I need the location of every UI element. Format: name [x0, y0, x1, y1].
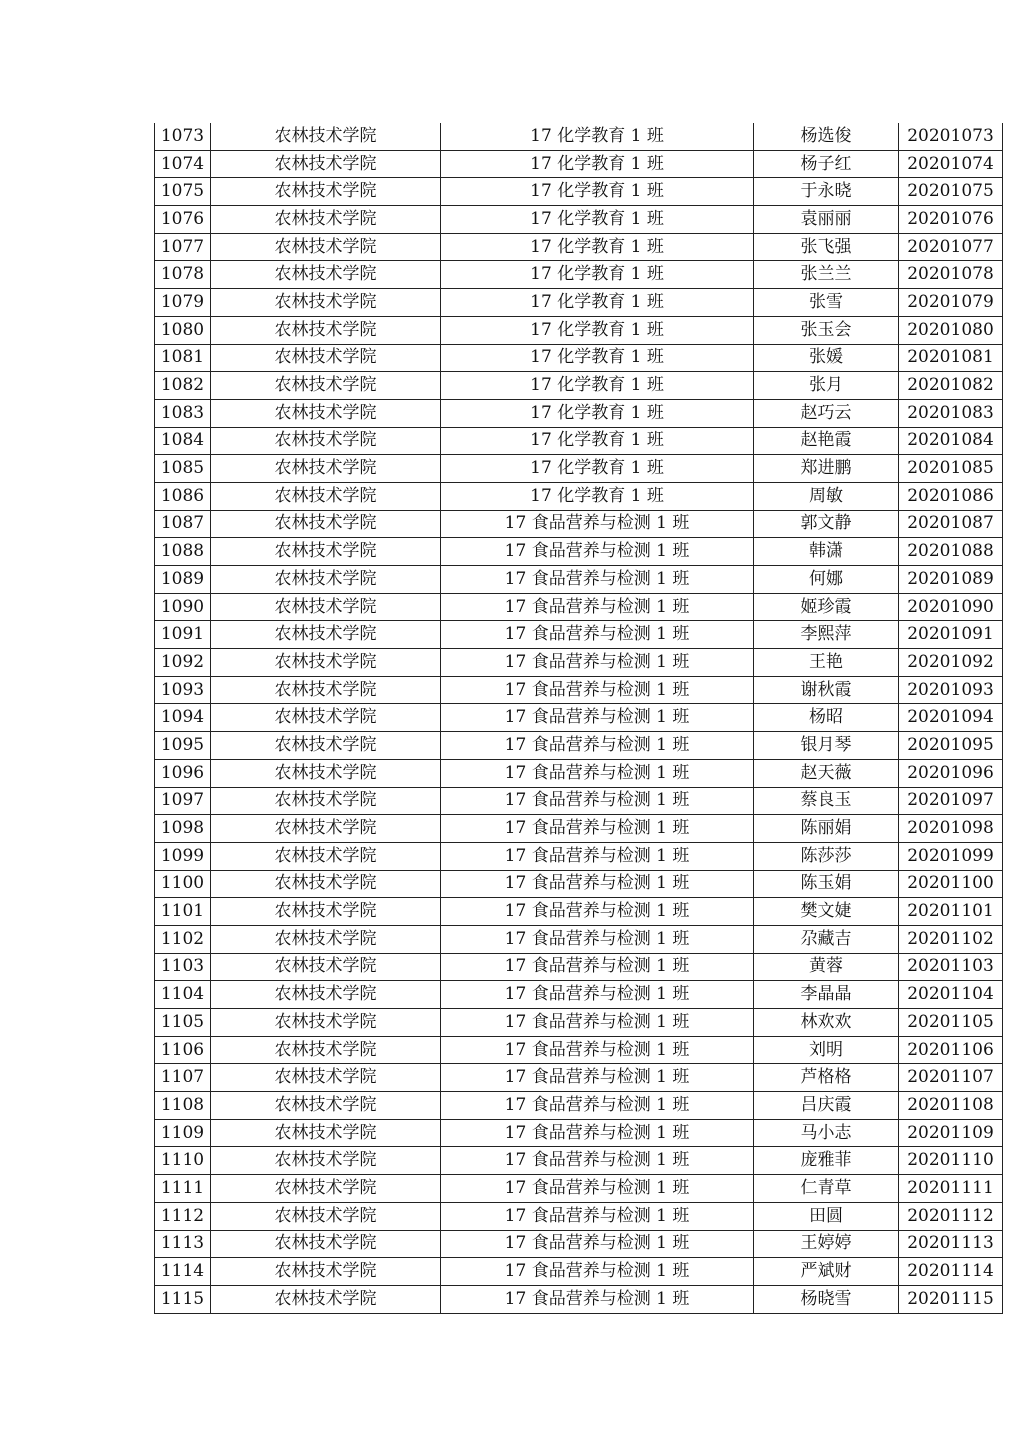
table-row: [155, 123, 1003, 150]
college-cell: 农林技术学院: [211, 123, 441, 150]
class-cell: 17 化学教育 1 班: [441, 482, 754, 510]
student-id-cell: 20201077: [899, 233, 1003, 261]
college-cell: 农林技术学院: [211, 538, 441, 566]
college-cell: 农林技术学院: [211, 316, 441, 344]
table-row: [155, 870, 1003, 898]
college-cell: 农林技术学院: [211, 870, 441, 898]
name-cell: 樊文婕: [754, 898, 899, 926]
name-cell: 杨选俊: [754, 123, 899, 150]
class-cell: 17 化学教育 1 班: [441, 427, 754, 455]
name-cell: 陈玉娟: [754, 870, 899, 898]
student-id-cell: 20201083: [899, 399, 1003, 427]
table-row: [155, 676, 1003, 704]
seq-cell: 1083: [155, 399, 211, 427]
class-cell: 17 食品营养与检测 1 班: [441, 1202, 754, 1230]
seq-cell: 1101: [155, 898, 211, 926]
class-cell: 17 食品营养与检测 1 班: [441, 1147, 754, 1175]
student-id-cell: 20201075: [899, 178, 1003, 206]
college-cell: 农林技术学院: [211, 510, 441, 538]
table-row: [155, 925, 1003, 953]
seq-cell: 1106: [155, 1036, 211, 1064]
seq-cell: 1076: [155, 206, 211, 234]
seq-cell: 1073: [155, 123, 211, 150]
name-cell: 李熙萍: [754, 621, 899, 649]
seq-cell: 1090: [155, 593, 211, 621]
college-cell: 农林技术学院: [211, 898, 441, 926]
name-cell: 严斌财: [754, 1258, 899, 1286]
college-cell: 农林技术学院: [211, 566, 441, 594]
name-cell: 李晶晶: [754, 981, 899, 1009]
class-cell: 17 化学教育 1 班: [441, 233, 754, 261]
class-cell: 17 化学教育 1 班: [441, 455, 754, 483]
seq-cell: 1103: [155, 953, 211, 981]
seq-cell: 1085: [155, 455, 211, 483]
college-cell: 农林技术学院: [211, 621, 441, 649]
class-cell: 17 化学教育 1 班: [441, 289, 754, 317]
student-id-cell: 20201093: [899, 676, 1003, 704]
name-cell: 赵艳霞: [754, 427, 899, 455]
college-cell: 农林技术学院: [211, 1175, 441, 1203]
student-id-cell: 20201084: [899, 427, 1003, 455]
table-row: [155, 898, 1003, 926]
class-cell: 17 化学教育 1 班: [441, 399, 754, 427]
seq-cell: 1087: [155, 510, 211, 538]
table-row: [155, 1092, 1003, 1120]
seq-cell: 1093: [155, 676, 211, 704]
college-cell: 农林技术学院: [211, 1119, 441, 1147]
table-row: [155, 1202, 1003, 1230]
class-cell: 17 食品营养与检测 1 班: [441, 1119, 754, 1147]
name-cell: 郭文静: [754, 510, 899, 538]
name-cell: 杨晓雪: [754, 1285, 899, 1313]
seq-cell: 1094: [155, 704, 211, 732]
seq-cell: 1112: [155, 1202, 211, 1230]
college-cell: 农林技术学院: [211, 1092, 441, 1120]
table-row: [155, 787, 1003, 815]
student-id-cell: 20201088: [899, 538, 1003, 566]
name-cell: 王艳: [754, 649, 899, 677]
seq-cell: 1108: [155, 1092, 211, 1120]
student-id-cell: 20201089: [899, 566, 1003, 594]
name-cell: 庞雅菲: [754, 1147, 899, 1175]
class-cell: 17 食品营养与检测 1 班: [441, 953, 754, 981]
college-cell: 农林技术学院: [211, 455, 441, 483]
college-cell: 农林技术学院: [211, 1064, 441, 1092]
table-row: [155, 1285, 1003, 1313]
name-cell: 张雪: [754, 289, 899, 317]
table-row: [155, 1175, 1003, 1203]
college-cell: 农林技术学院: [211, 1230, 441, 1258]
class-cell: 17 食品营养与检测 1 班: [441, 870, 754, 898]
class-cell: 17 化学教育 1 班: [441, 344, 754, 372]
student-id-cell: 20201074: [899, 150, 1003, 178]
student-id-cell: 20201108: [899, 1092, 1003, 1120]
name-cell: 于永晓: [754, 178, 899, 206]
table-row: [155, 316, 1003, 344]
seq-cell: 1096: [155, 759, 211, 787]
college-cell: 农林技术学院: [211, 1285, 441, 1313]
table-row: [155, 704, 1003, 732]
seq-cell: 1111: [155, 1175, 211, 1203]
name-cell: 赵天薇: [754, 759, 899, 787]
student-id-cell: 20201103: [899, 953, 1003, 981]
class-cell: 17 食品营养与检测 1 班: [441, 704, 754, 732]
class-cell: 17 食品营养与检测 1 班: [441, 1092, 754, 1120]
roster-body: [155, 123, 1003, 1313]
name-cell: 周敏: [754, 482, 899, 510]
name-cell: 张玉会: [754, 316, 899, 344]
name-cell: 蔡良玉: [754, 787, 899, 815]
class-cell: 17 食品营养与检测 1 班: [441, 898, 754, 926]
seq-cell: 1084: [155, 427, 211, 455]
table-row: [155, 1036, 1003, 1064]
student-id-cell: 20201094: [899, 704, 1003, 732]
seq-cell: 1110: [155, 1147, 211, 1175]
class-cell: 17 食品营养与检测 1 班: [441, 815, 754, 843]
college-cell: 农林技术学院: [211, 593, 441, 621]
seq-cell: 1109: [155, 1119, 211, 1147]
class-cell: 17 食品营养与检测 1 班: [441, 593, 754, 621]
class-cell: 17 化学教育 1 班: [441, 316, 754, 344]
class-cell: 17 食品营养与检测 1 班: [441, 1285, 754, 1313]
college-cell: 农林技术学院: [211, 787, 441, 815]
seq-cell: 1099: [155, 842, 211, 870]
class-cell: 17 食品营养与检测 1 班: [441, 566, 754, 594]
name-cell: 张兰兰: [754, 261, 899, 289]
name-cell: 吕庆霞: [754, 1092, 899, 1120]
college-cell: 农林技术学院: [211, 1258, 441, 1286]
name-cell: 郑进鹏: [754, 455, 899, 483]
student-roster-table: [154, 123, 1003, 1314]
college-cell: 农林技术学院: [211, 842, 441, 870]
name-cell: 姬珍霞: [754, 593, 899, 621]
seq-cell: 1095: [155, 732, 211, 760]
college-cell: 农林技术学院: [211, 482, 441, 510]
table-row: [155, 1064, 1003, 1092]
seq-cell: 1113: [155, 1230, 211, 1258]
class-cell: 17 食品营养与检测 1 班: [441, 621, 754, 649]
table-row: [155, 538, 1003, 566]
student-id-cell: 20201097: [899, 787, 1003, 815]
table-row: [155, 482, 1003, 510]
table-row: [155, 206, 1003, 234]
table-row: [155, 732, 1003, 760]
table-row: [155, 261, 1003, 289]
student-id-cell: 20201113: [899, 1230, 1003, 1258]
table-row: [155, 815, 1003, 843]
table-row: [155, 427, 1003, 455]
name-cell: 马小志: [754, 1119, 899, 1147]
student-id-cell: 20201104: [899, 981, 1003, 1009]
seq-cell: 1088: [155, 538, 211, 566]
college-cell: 农林技术学院: [211, 1009, 441, 1037]
class-cell: 17 化学教育 1 班: [441, 123, 754, 150]
name-cell: 张月: [754, 372, 899, 400]
college-cell: 农林技术学院: [211, 815, 441, 843]
table-row: [155, 1009, 1003, 1037]
seq-cell: 1082: [155, 372, 211, 400]
student-id-cell: 20201107: [899, 1064, 1003, 1092]
class-cell: 17 化学教育 1 班: [441, 150, 754, 178]
college-cell: 农林技术学院: [211, 206, 441, 234]
student-id-cell: 20201115: [899, 1285, 1003, 1313]
student-id-cell: 20201114: [899, 1258, 1003, 1286]
college-cell: 农林技术学院: [211, 399, 441, 427]
class-cell: 17 食品营养与检测 1 班: [441, 1258, 754, 1286]
seq-cell: 1102: [155, 925, 211, 953]
name-cell: 袁丽丽: [754, 206, 899, 234]
class-cell: 17 食品营养与检测 1 班: [441, 1009, 754, 1037]
class-cell: 17 食品营养与检测 1 班: [441, 1064, 754, 1092]
table-row: [155, 150, 1003, 178]
seq-cell: 1074: [155, 150, 211, 178]
college-cell: 农林技术学院: [211, 150, 441, 178]
college-cell: 农林技术学院: [211, 1147, 441, 1175]
college-cell: 农林技术学院: [211, 233, 441, 261]
seq-cell: 1079: [155, 289, 211, 317]
seq-cell: 1091: [155, 621, 211, 649]
seq-cell: 1097: [155, 787, 211, 815]
seq-cell: 1114: [155, 1258, 211, 1286]
student-id-cell: 20201082: [899, 372, 1003, 400]
name-cell: 仁青草: [754, 1175, 899, 1203]
table-row: [155, 566, 1003, 594]
class-cell: 17 食品营养与检测 1 班: [441, 1175, 754, 1203]
class-cell: 17 化学教育 1 班: [441, 261, 754, 289]
class-cell: 17 食品营养与检测 1 班: [441, 925, 754, 953]
student-id-cell: 20201087: [899, 510, 1003, 538]
student-id-cell: 20201081: [899, 344, 1003, 372]
student-id-cell: 20201086: [899, 482, 1003, 510]
student-id-cell: 20201111: [899, 1175, 1003, 1203]
name-cell: 芦格格: [754, 1064, 899, 1092]
table-row: [155, 953, 1003, 981]
student-id-cell: 20201110: [899, 1147, 1003, 1175]
class-cell: 17 食品营养与检测 1 班: [441, 1230, 754, 1258]
student-id-cell: 20201078: [899, 261, 1003, 289]
college-cell: 农林技术学院: [211, 981, 441, 1009]
name-cell: 赵巧云: [754, 399, 899, 427]
class-cell: 17 食品营养与检测 1 班: [441, 759, 754, 787]
student-id-cell: 20201112: [899, 1202, 1003, 1230]
student-id-cell: 20201100: [899, 870, 1003, 898]
name-cell: 银月琴: [754, 732, 899, 760]
college-cell: 农林技术学院: [211, 1202, 441, 1230]
seq-cell: 1078: [155, 261, 211, 289]
table-row: [155, 399, 1003, 427]
student-id-cell: 20201099: [899, 842, 1003, 870]
table-row: [155, 842, 1003, 870]
table-row: [155, 233, 1003, 261]
table-row: [155, 649, 1003, 677]
college-cell: 农林技术学院: [211, 261, 441, 289]
name-cell: 尕藏吉: [754, 925, 899, 953]
table-row: [155, 593, 1003, 621]
name-cell: 何娜: [754, 566, 899, 594]
name-cell: 张飞强: [754, 233, 899, 261]
seq-cell: 1115: [155, 1285, 211, 1313]
college-cell: 农林技术学院: [211, 732, 441, 760]
student-id-cell: 20201106: [899, 1036, 1003, 1064]
seq-cell: 1089: [155, 566, 211, 594]
table-row: [155, 981, 1003, 1009]
student-id-cell: 20201085: [899, 455, 1003, 483]
name-cell: 陈丽娟: [754, 815, 899, 843]
seq-cell: 1086: [155, 482, 211, 510]
class-cell: 17 化学教育 1 班: [441, 372, 754, 400]
college-cell: 农林技术学院: [211, 289, 441, 317]
table-row: [155, 1147, 1003, 1175]
seq-cell: 1075: [155, 178, 211, 206]
student-id-cell: 20201102: [899, 925, 1003, 953]
name-cell: 刘明: [754, 1036, 899, 1064]
college-cell: 农林技术学院: [211, 704, 441, 732]
class-cell: 17 食品营养与检测 1 班: [441, 787, 754, 815]
college-cell: 农林技术学院: [211, 344, 441, 372]
name-cell: 张媛: [754, 344, 899, 372]
name-cell: 韩潇: [754, 538, 899, 566]
student-id-cell: 20201096: [899, 759, 1003, 787]
seq-cell: 1105: [155, 1009, 211, 1037]
table-row: [155, 344, 1003, 372]
college-cell: 农林技术学院: [211, 1036, 441, 1064]
class-cell: 17 食品营养与检测 1 班: [441, 510, 754, 538]
student-id-cell: 20201095: [899, 732, 1003, 760]
student-id-cell: 20201073: [899, 123, 1003, 150]
table-row: [155, 372, 1003, 400]
college-cell: 农林技术学院: [211, 953, 441, 981]
student-id-cell: 20201098: [899, 815, 1003, 843]
class-cell: 17 食品营养与检测 1 班: [441, 1036, 754, 1064]
table-row: [155, 1230, 1003, 1258]
name-cell: 林欢欢: [754, 1009, 899, 1037]
college-cell: 农林技术学院: [211, 427, 441, 455]
student-id-cell: 20201109: [899, 1119, 1003, 1147]
seq-cell: 1104: [155, 981, 211, 1009]
name-cell: 王婷婷: [754, 1230, 899, 1258]
table-row: [155, 510, 1003, 538]
class-cell: 17 食品营养与检测 1 班: [441, 676, 754, 704]
name-cell: 谢秋霞: [754, 676, 899, 704]
student-id-cell: 20201090: [899, 593, 1003, 621]
seq-cell: 1092: [155, 649, 211, 677]
seq-cell: 1081: [155, 344, 211, 372]
table-row: [155, 455, 1003, 483]
class-cell: 17 食品营养与检测 1 班: [441, 538, 754, 566]
seq-cell: 1100: [155, 870, 211, 898]
seq-cell: 1077: [155, 233, 211, 261]
student-id-cell: 20201080: [899, 316, 1003, 344]
class-cell: 17 食品营养与检测 1 班: [441, 981, 754, 1009]
student-id-cell: 20201076: [899, 206, 1003, 234]
college-cell: 农林技术学院: [211, 925, 441, 953]
table-row: [155, 1258, 1003, 1286]
college-cell: 农林技术学院: [211, 676, 441, 704]
table-row: [155, 759, 1003, 787]
name-cell: 黄蓉: [754, 953, 899, 981]
student-id-cell: 20201079: [899, 289, 1003, 317]
class-cell: 17 食品营养与检测 1 班: [441, 732, 754, 760]
student-id-cell: 20201105: [899, 1009, 1003, 1037]
college-cell: 农林技术学院: [211, 178, 441, 206]
class-cell: 17 化学教育 1 班: [441, 206, 754, 234]
college-cell: 农林技术学院: [211, 759, 441, 787]
table-row: [155, 178, 1003, 206]
college-cell: 农林技术学院: [211, 649, 441, 677]
table-row: [155, 289, 1003, 317]
student-id-cell: 20201101: [899, 898, 1003, 926]
student-id-cell: 20201092: [899, 649, 1003, 677]
table-row: [155, 621, 1003, 649]
name-cell: 杨昭: [754, 704, 899, 732]
student-id-cell: 20201091: [899, 621, 1003, 649]
class-cell: 17 食品营养与检测 1 班: [441, 649, 754, 677]
name-cell: 陈莎莎: [754, 842, 899, 870]
seq-cell: 1098: [155, 815, 211, 843]
class-cell: 17 化学教育 1 班: [441, 178, 754, 206]
table-row: [155, 1119, 1003, 1147]
name-cell: 田圆: [754, 1202, 899, 1230]
seq-cell: 1107: [155, 1064, 211, 1092]
class-cell: 17 食品营养与检测 1 班: [441, 842, 754, 870]
name-cell: 杨子红: [754, 150, 899, 178]
seq-cell: 1080: [155, 316, 211, 344]
college-cell: 农林技术学院: [211, 372, 441, 400]
